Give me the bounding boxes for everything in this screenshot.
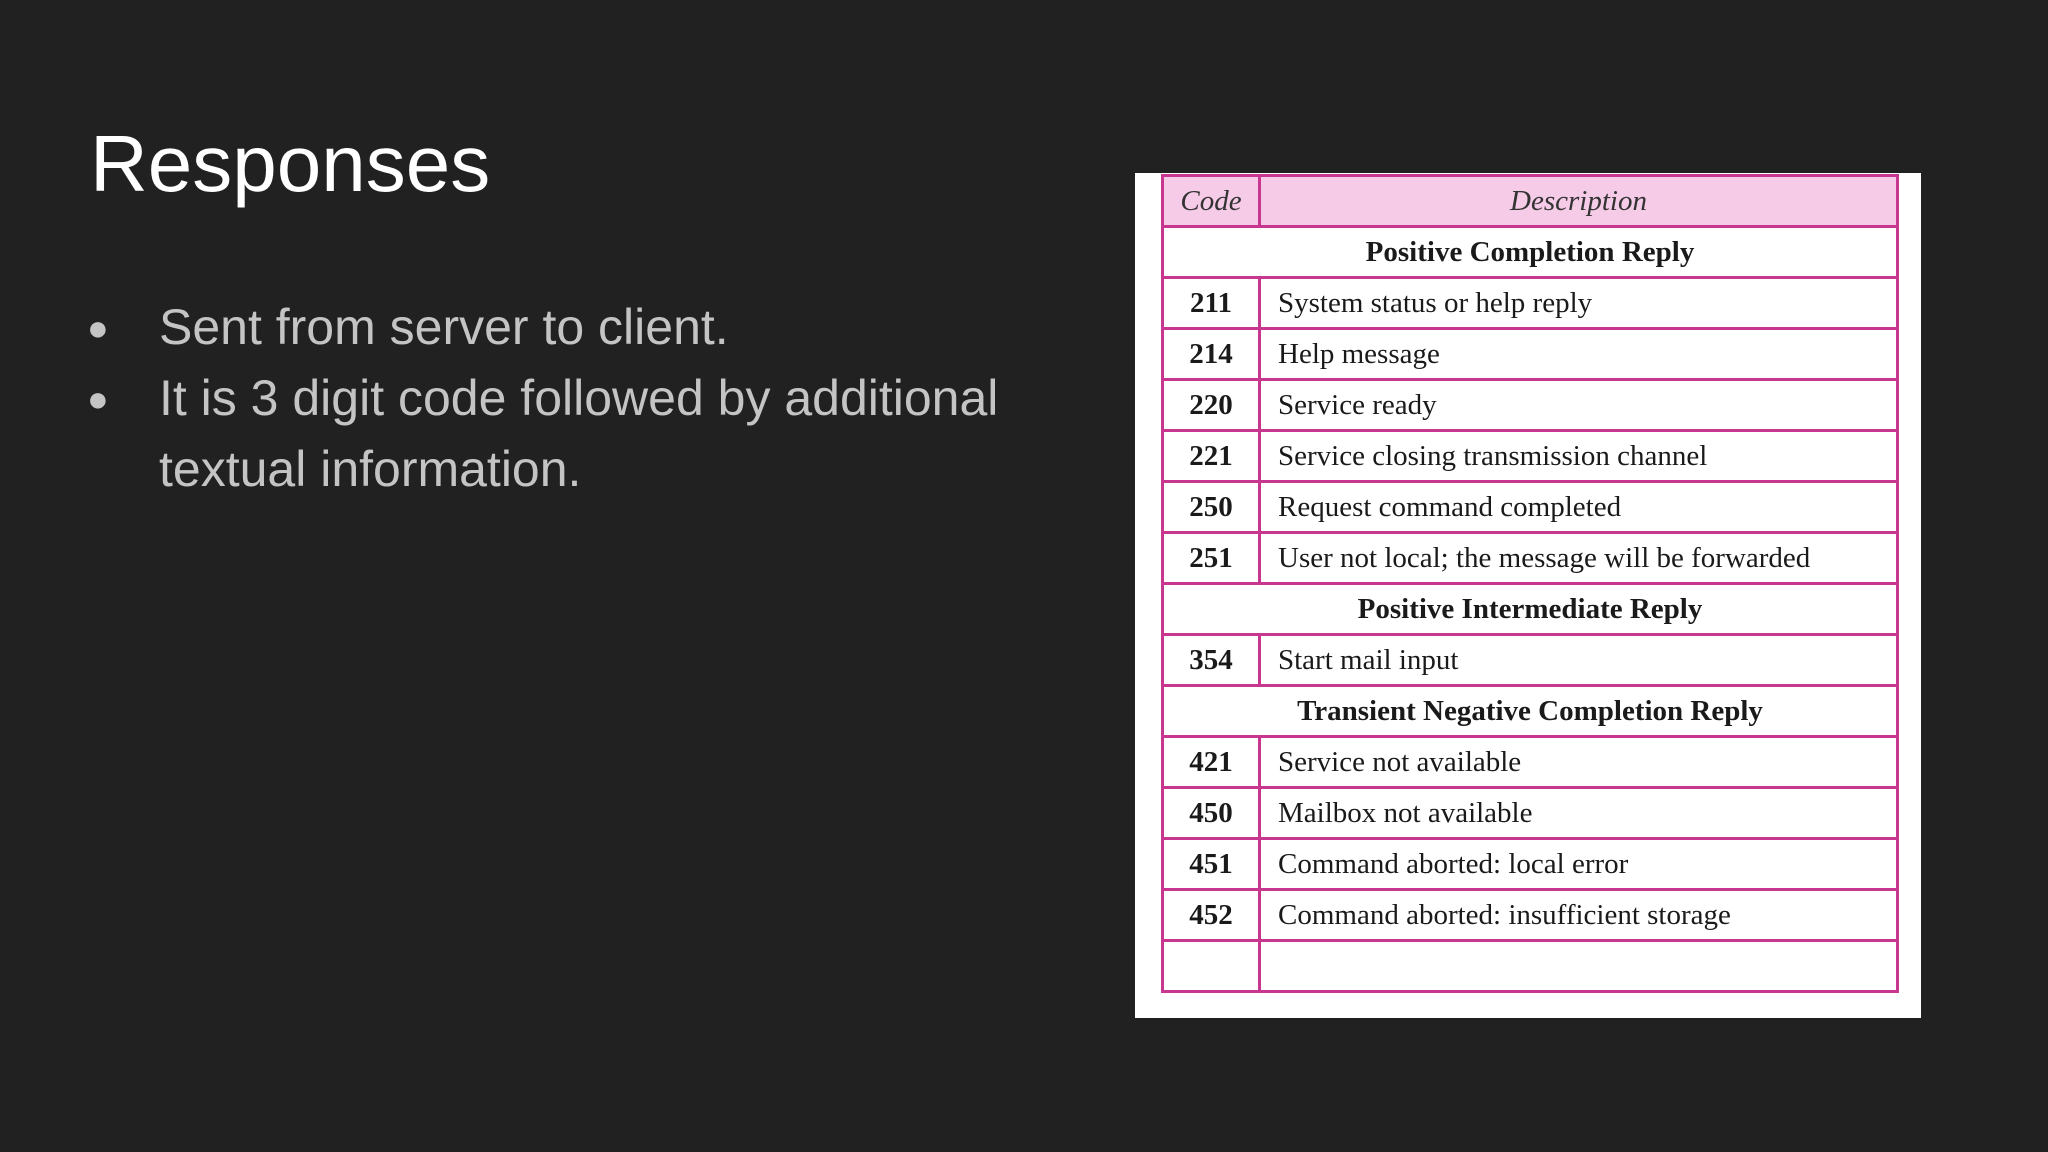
table-row-cut <box>1163 941 1898 992</box>
code-cell: 221 <box>1163 431 1260 482</box>
slide-title: Responses <box>90 119 491 208</box>
reply-codes-table <box>1161 174 1899 993</box>
code-cell: 421 <box>1163 737 1260 788</box>
bullet-dot-icon: ● <box>87 307 109 348</box>
description-cell: Mailbox not available <box>1260 788 1898 839</box>
description-cell: Service closing transmission channel <box>1260 431 1898 482</box>
section-title: Transient Negative Completion Reply <box>1163 686 1898 737</box>
description-cell: Command aborted: insufficient storage <box>1260 890 1898 941</box>
table-row <box>1163 890 1898 941</box>
code-cell: 211 <box>1163 278 1260 329</box>
bullet-text: Sent from server to client. <box>159 299 729 355</box>
code-cell: 220 <box>1163 380 1260 431</box>
section-title: Positive Completion Reply <box>1163 227 1898 278</box>
table-row <box>1163 635 1898 686</box>
table-row <box>1163 329 1898 380</box>
bullet-item <box>82 292 1042 363</box>
code-cell: 214 <box>1163 329 1260 380</box>
table-row <box>1163 533 1898 584</box>
reply-codes-table-image <box>1135 173 1921 1018</box>
table-row <box>1163 737 1898 788</box>
table-row <box>1163 482 1898 533</box>
description-cell: System status or help reply <box>1260 278 1898 329</box>
bullet-dot-icon: ● <box>87 378 109 419</box>
bullet-text: It is 3 digit code followed by additional textual information. <box>159 370 999 497</box>
code-cell: 251 <box>1163 533 1260 584</box>
description-cell: Service ready <box>1260 380 1898 431</box>
description-cell: Help message <box>1260 329 1898 380</box>
code-cell: 452 <box>1163 890 1260 941</box>
table-row <box>1163 431 1898 482</box>
table-row <box>1163 788 1898 839</box>
description-cell: Start mail input <box>1260 635 1898 686</box>
code-cell: 450 <box>1163 788 1260 839</box>
description-cell: User not local; the message will be forwarded <box>1260 533 1898 584</box>
section-row <box>1163 686 1898 737</box>
bullet-item <box>82 363 1042 505</box>
code-cell: 354 <box>1163 635 1260 686</box>
header-code: Code <box>1163 176 1260 227</box>
table-header-row <box>1163 176 1898 227</box>
section-title: Positive Intermediate Reply <box>1163 584 1898 635</box>
bullet-list <box>82 292 1042 505</box>
code-cell: 451 <box>1163 839 1260 890</box>
description-cell: Command aborted: local error <box>1260 839 1898 890</box>
section-row <box>1163 227 1898 278</box>
code-cell-empty <box>1163 941 1260 992</box>
code-cell: 250 <box>1163 482 1260 533</box>
description-cell: Service not available <box>1260 737 1898 788</box>
table-row <box>1163 380 1898 431</box>
header-description: Description <box>1260 176 1898 227</box>
table-row <box>1163 278 1898 329</box>
description-cell: Request command completed <box>1260 482 1898 533</box>
description-cell-empty <box>1260 941 1898 992</box>
section-row <box>1163 584 1898 635</box>
table-row <box>1163 839 1898 890</box>
